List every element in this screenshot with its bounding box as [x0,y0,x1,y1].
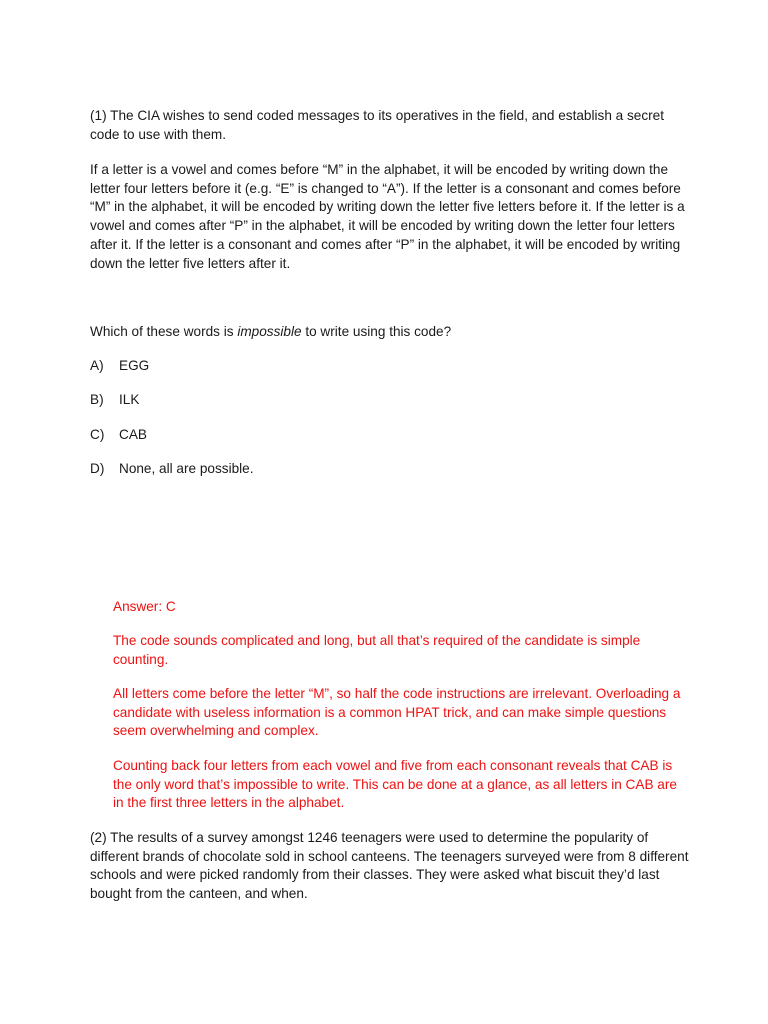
option-a-text: EGG [119,358,150,373]
option-b-letter: B) [90,392,104,407]
option-d [90,460,254,479]
option-d-letter: D) [90,461,105,476]
option-a-letter: A) [90,358,104,373]
q2-intro: (2) The results of a survey amongst 1246 teenagers were used to determine the popularity of different brands of chocolate sold in school canteens. The teenagers surveyed were from 8 different schools and were picked randomly from their classes. They were asked what biscuit they’d last bought from the canteen, and when. [90,830,689,902]
answer-label: Answer: C [113,599,176,614]
option-b [90,391,139,410]
explanation-3: Counting back four letters from each vowel and five from each consonant reveals that CAB is the only word that’s impossible to write. This can be done at a glance, as all letters in CAB are in the first three letters in the alphabet. [113,758,677,811]
explanation-1: The code sounds complicated and long, but all that’s required of the candidate is simple counting. [113,633,641,667]
option-b-text: ILK [119,392,140,407]
q1-rules: If a letter is a vowel and comes before “M” in the alphabet, it will be encoded by writing down the letter four letters before it (e.g. “E” is changed to “A”). If the letter is a consonant and comes before “M” in the alphabet, it will be encoded by writing down the letter five letters before it. If the letter is a vowel and comes after “P” in the alphabet, it will be encoded by writing down the letter four letters after it. If the letter is a consonant and comes after “P” in the alphabet, it will be encoded by writing down the letter five letters after it. [90,162,685,271]
option-c-letter: C) [90,427,105,442]
option-a [90,357,149,376]
q1-intro: (1) The CIA wishes to send coded messages to its operatives in the field, and establish a secret code to use with them. [90,108,665,142]
q1-question-pre: Which of these words is [90,324,238,339]
q1-question-post: to write using this code? [301,324,452,339]
option-d-text: None, all are possible. [119,461,254,476]
explanation-2: All letters come before the letter “M”, so half the code instructions are irrelevant. Overloading a candidate with useless information is a common HPAT trick, and can make simple questions seem overwhelming and complex. [113,686,681,739]
q1-question [90,323,690,342]
q1-question-emphasis: impossible [237,324,302,339]
option-c-text: CAB [119,427,147,442]
option-c [90,426,147,445]
